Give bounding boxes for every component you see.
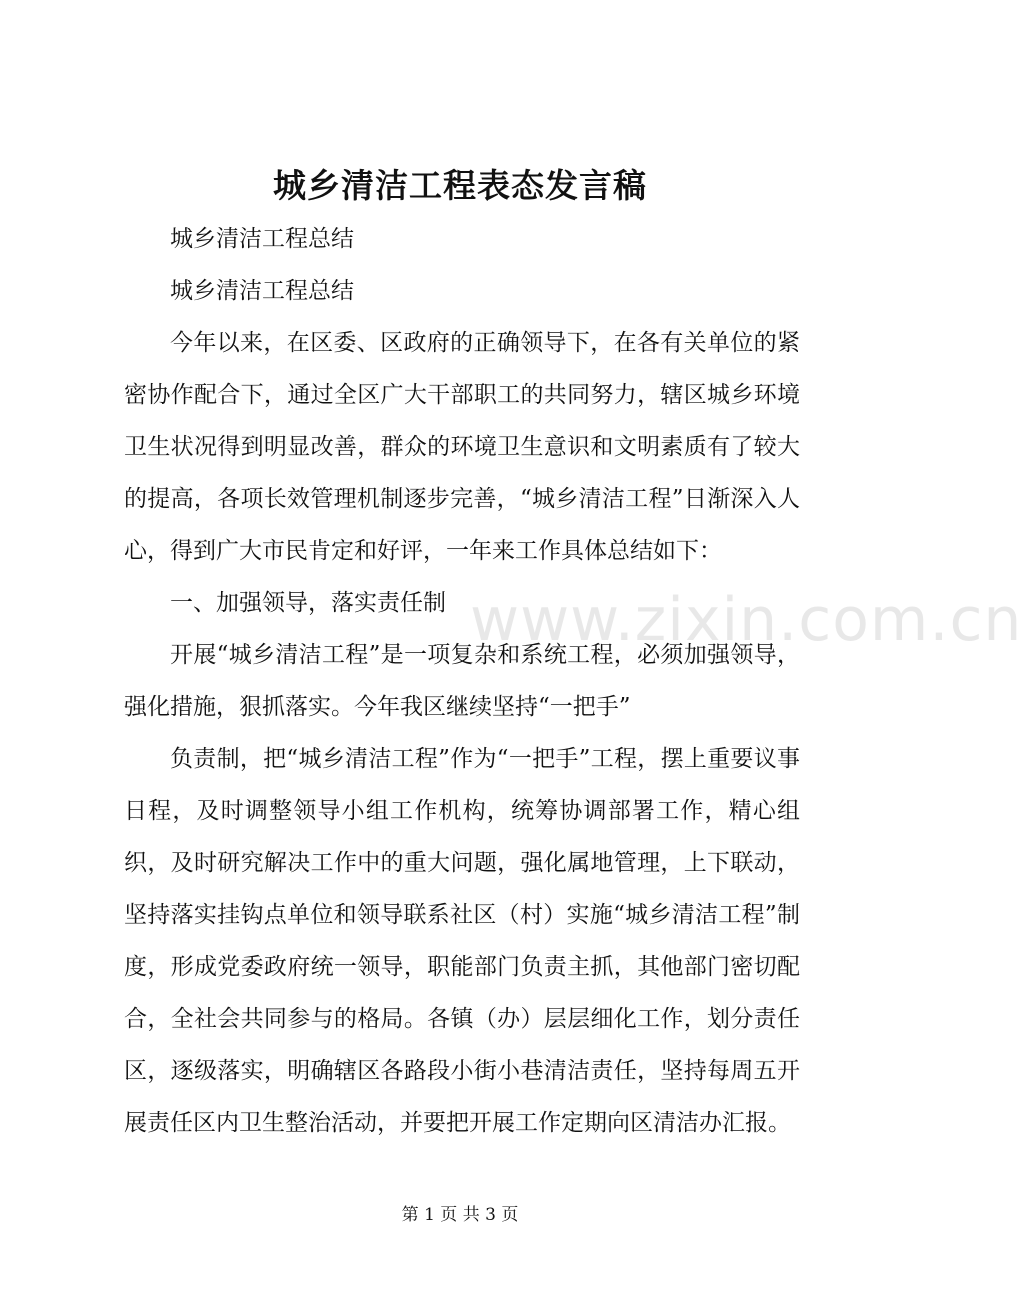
paragraph-intro: 今年以来，在区委、区政府的正确领导下，在各有关单位的紧密协作配合下，通过全区广大干部职工的共同努力，辖区城乡环境卫生状况得到明显改善，群众的环境卫生意识和文明素质有了较大的提高，各项长效管理机制逐步完善，“城乡清洁工程”日渐深入人心，得到广大市民肯定和好评，一年来工作具体总结如下： (124, 330, 800, 564)
page-footer: 第 1 页 共 3 页 (401, 1205, 519, 1225)
section-heading: 一、加强领导，落实责任制 (170, 590, 446, 616)
document-title: 城乡清洁工程表态发言稿 (273, 166, 647, 205)
watermark: www.zixin.com.cn (470, 585, 1022, 655)
paragraph-subtitle-1: 城乡清洁工程总结 (170, 226, 354, 252)
document-body (124, 213, 800, 1149)
paragraph-subtitle-2: 城乡清洁工程总结 (170, 278, 354, 304)
paragraph-section-2: 负责制，把“城乡清洁工程”作为“一把手”工程，摆上重要议事日程，及时调整领导小组工作机构，统筹协调部署工作，精心组织，及时研究解决工作中的重大问题，强化属地管理，上下联动，坚持落实挂钩点单位和领导联系社区（村）实施“城乡清洁工程”制度，形成党委政府统一领导，职能部门负责主抓，其他部门密切配合，全社会共同参与的格局。各镇（办）层层细化工作，划分责任区，逐级落实，明确辖区各路段小街小巷清洁责任，坚持每周五开展责任区内卫生整治活动，并要把开展工作定期向区清洁办汇报。 (124, 746, 800, 1136)
paragraph-section-1: 开展“城乡清洁工程”是一项复杂和系统工程，必须加强领导，强化措施，狠抓落实。今年我区继续坚持“一把手” (124, 642, 800, 720)
